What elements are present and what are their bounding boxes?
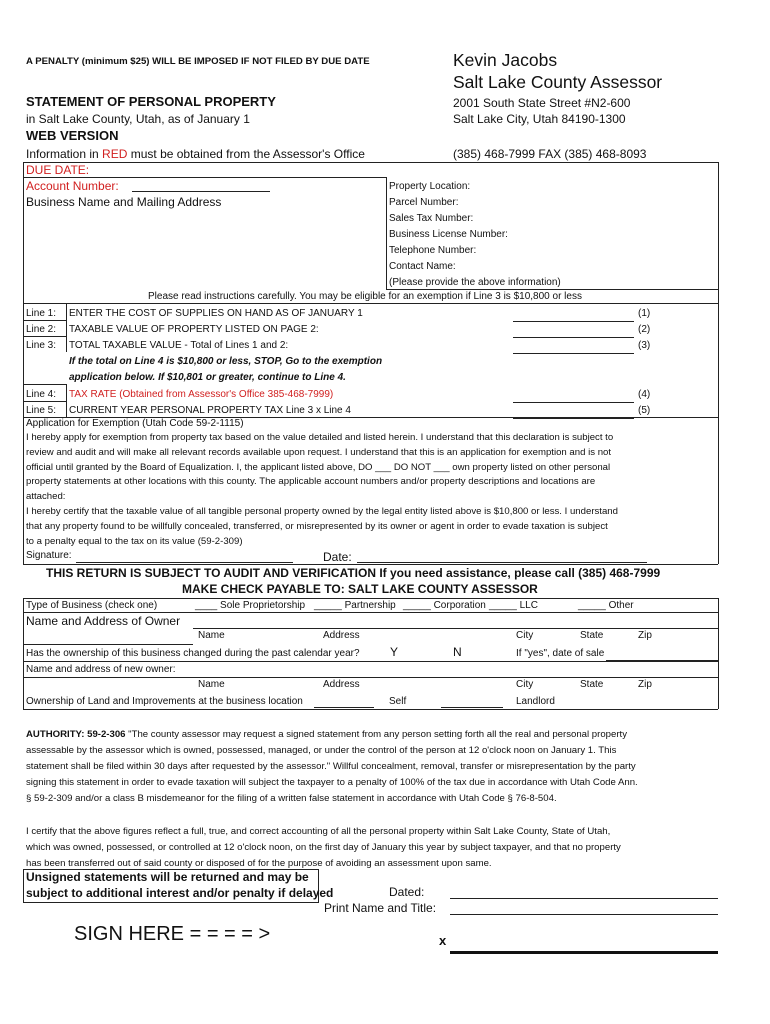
line-1-divider [23,320,66,321]
owner-box-bottom-border [23,709,718,710]
line-4-top-divider [23,384,66,385]
option-sole-proprietorship[interactable]: ____ Sole Proprietorship [195,600,306,611]
option-partnership[interactable]: _____ Partnership [314,600,396,611]
line-3-text: TOTAL TAXABLE VALUE - Total of Lines 1 and 2: [69,340,289,351]
dated-field[interactable] [450,898,718,899]
owner-col-state: State [580,630,604,641]
signature-label: Signature: [26,550,72,561]
new-owner-col-city: City [516,679,534,690]
print-name-field[interactable] [450,914,718,915]
statement-title: STATEMENT OF PERSONAL PROPERTY [26,94,276,109]
instructions-note: Please read instructions carefully. You may be eligible for an exemption if Line 3 is $10,800 or less [148,291,582,302]
exemption-p1-line: I hereby apply for exemption from property tax based on the value detailed and listed herein. I understand that this declaration is subject to [26,432,614,443]
account-number-label[interactable]: Account Number: [26,179,119,193]
sign-x-mark: x [439,933,447,948]
top-box-vertical-divider [386,177,387,289]
authority-paragraph [26,727,638,807]
audit-notice: THIS RETURN IS SUBJECT TO AUDIT AND VERIFICATION If you need assistance, please call (385) 468-7999 [46,566,661,580]
line-4-input[interactable] [513,402,634,403]
print-name-label: Print Name and Title: [324,901,437,915]
new-owner-col-state: State [580,679,604,690]
assessor-address-2: Salt Lake City, Utah 84190-1300 [453,112,626,126]
info-note [26,147,365,161]
authority-line: § 59-2-309 and/or a class B misdemeanor for the filing of a written false statement in accordance with Utah Code § 76-8-504. [26,793,557,804]
account-number-field[interactable] [132,191,270,192]
line-4-label: Line 4: [26,389,57,400]
exemption-bottom-border [23,564,718,565]
line-4-divider [23,401,66,402]
certify-line: has been transferred out of said county or disposed of for the purpose of avoiding an assessment upon same. [26,858,492,869]
business-type-divider [23,612,718,613]
line-4-number: (4) [638,389,651,400]
provide-info-note: (Please provide the above information) [389,277,561,288]
line-2-label: Line 2: [26,324,57,335]
due-date-label: DUE DATE: [26,163,90,177]
line-2-text: TAXABLE VALUE OF PROPERTY LISTED ON PAGE 2: [69,324,319,335]
ownership-changed-divider [23,661,718,662]
owner-box-top-border [23,598,718,599]
line-3-number: (3) [638,340,651,351]
top-box-top-border [23,162,718,163]
line-5-text: CURRENT YEAR PERSONAL PROPERTY TAX Line 3 x Line 4 [69,405,351,416]
new-owner-field[interactable] [193,677,718,678]
assessor-name: Kevin Jacobs [453,50,558,70]
line-5-input[interactable] [513,418,634,419]
new-owner-col-zip: Zip [638,679,652,690]
line-3-label: Line 3: [26,340,57,351]
form-right-border [718,162,719,564]
assessor-address-1: 2001 South State Street #N2-600 [453,96,631,110]
exemption-p2-line: that any property found to be willfully concealed, transferred, or misrepresented by its owner or agent in order to evade taxation is subject [26,520,608,532]
date-of-sale-label: If "yes", date of sale [516,648,605,659]
business-type-label: Type of Business (check one) [26,600,158,611]
line-1-input[interactable] [513,321,634,322]
line-label-divider [66,303,67,352]
stop-note-line-2: application below. If $10,801 or greater, continue to Line 4. [69,372,346,383]
form-left-border [23,162,24,564]
contact-name-field[interactable]: Contact Name: [389,261,456,272]
exemption-date-label: Date: [323,550,352,564]
option-llc[interactable]: _____ LLC [489,600,538,611]
new-owner-col-name: Name [198,679,225,690]
right-fields-bottom-border [386,289,718,290]
owner-col-name: Name [198,630,225,641]
telephone-number-field[interactable]: Telephone Number: [389,245,477,256]
sales-tax-number-field[interactable]: Sales Tax Number: [389,213,474,224]
line-2-number: (2) [638,324,651,335]
line-3-input[interactable] [513,353,634,354]
line-2-input[interactable] [513,337,634,338]
new-owner-col-address: Address [323,679,360,690]
info-note-suffix: must be obtained from the Assessor's Office [127,147,365,161]
self-label: Self [389,696,407,707]
exemption-p1-line: official until granted by the Board of Equalization. I, the applicant listed above, DO ___ DO NOT ___ own property listed on other personal [26,461,611,473]
exemption-paragraph-1 [26,431,618,549]
authority-line: statement shall be filed within 30 days after requested by the assessor." Willful concealment, removal, transfer or misrepresentation by the party [26,761,636,772]
new-owner-label: Name and address of new owner: [26,664,176,675]
exemption-signature-field[interactable] [76,562,293,563]
certify-paragraph [26,824,621,872]
exemption-p1-line: attached: [26,491,66,503]
line-5-label: Line 5: [26,405,57,416]
authority-line: signing this statement in order to evade taxation will subject the taxpayer to a penalty of 100% of the tax due in accordance with Utah Code Ann. [26,777,638,788]
owner-box-left-border [23,598,24,709]
option-other[interactable]: _____ Other [578,600,634,611]
exemption-p2-line: to a penalty equal to the tax on its value (59-2-309) [26,535,243,547]
assessor-title: Salt Lake County Assessor [453,72,663,92]
exemption-title: Application for Exemption (Utah Code 59-2-1115) [26,418,244,429]
parcel-number-field[interactable]: Parcel Number: [389,197,459,208]
landlord-label: Landlord [516,696,555,707]
dated-label: Dated: [389,885,425,899]
owner-col-address: Address [323,630,360,641]
option-corporation[interactable]: _____ Corporation [403,600,486,611]
owner-box-right-border [718,598,719,709]
ownership-changed-question: Has the ownership of this business changed during the past calendar year? [26,648,360,659]
sign-here-label: SIGN HERE = = = = > [74,923,271,945]
signature-line[interactable] [450,951,718,954]
self-check-field[interactable] [314,707,374,708]
info-note-prefix: Information in [26,147,103,161]
ownership-changed-no[interactable]: N [453,645,462,659]
new-owner-divider [23,677,193,678]
exemption-p1-line: property statements at other locations with this county. The applicable account numbers and/or property descriptions and locations are [26,476,596,488]
land-ownership-label: Ownership of Land and Improvements at the business location [26,696,303,707]
info-note-red: RED [102,147,128,161]
authority-line: "The county assessor may request a signed statement from any person setting forth all the real and personal property [125,729,627,740]
ownership-changed-yes[interactable]: Y [390,645,399,659]
unsigned-warning-line-2: subject to additional interest and/or penalty if delayed [26,886,334,900]
web-version-label: WEB VERSION [26,128,119,143]
owner-name-address-field[interactable] [193,628,718,629]
exemption-date-field[interactable] [357,562,647,563]
certify-line: which was owned, possessed, or controlled at 12 o'clock noon, on the first day of January this year by subject taxpayer, and that no property [26,842,621,853]
due-date-divider [23,177,386,178]
lines-section-top-border [23,303,718,304]
assessor-phone-fax: (385) 468-7999 FAX (385) 468-8093 [453,147,647,161]
owner-section-title: Name and Address of Owner [26,614,181,628]
statement-subtitle: in Salt Lake County, Utah, as of January 1 [26,112,250,126]
line-1-text: ENTER THE COST OF SUPPLIES ON HAND AS OF JANUARY 1 [69,308,363,319]
line-4-text: TAX RATE (Obtained from Assessor's Office 385-468-7999) [69,389,334,400]
line-4-5-label-divider [66,384,67,417]
stop-note-line-1: If the total on Line 4 is $10,800 or less, STOP, Go to the exemption [69,356,383,367]
owner-col-city: City [516,630,534,641]
certify-line: I certify that the above figures reflect a full, true, and correct accounting of all the personal property within Salt Lake County, State of Utah, [26,826,611,837]
line-5-number: (5) [638,405,651,416]
authority-label: AUTHORITY: 59-2-306 [26,729,126,740]
penalty-notice: A PENALTY (minimum $25) WILL BE IMPOSED IF NOT FILED BY DUE DATE [26,56,370,67]
business-name-label: Business Name and Mailing Address [26,195,222,209]
check-payable-notice: MAKE CHECK PAYABLE TO: SALT LAKE COUNTY ASSESSOR [182,582,538,596]
line-1-label: Line 1: [26,308,57,319]
exemption-p1-line: review and audit and will make all relevant records available upon request. I understand that this is an application for exemption and is not [26,446,612,458]
line-2-divider [23,336,66,337]
authority-line: assessable by the assessor which is owned, possessed, managed, or under the control of the person at 12 o'clock noon on January 1. This [26,745,617,756]
owner-title-divider [23,644,193,645]
line-1-number: (1) [638,308,651,319]
unsigned-warning-line-1: Unsigned statements will be returned and may be [26,870,309,884]
owner-col-zip: Zip [638,630,652,641]
landlord-check-field[interactable] [441,707,503,708]
exemption-p2-line: I hereby certify that the taxable value of all tangible personal property owned by the legal entity listed above is $10,800 or less. I understand [26,505,618,517]
property-location-field[interactable]: Property Location: [389,181,471,192]
business-license-number-field[interactable]: Business License Number: [389,229,508,240]
